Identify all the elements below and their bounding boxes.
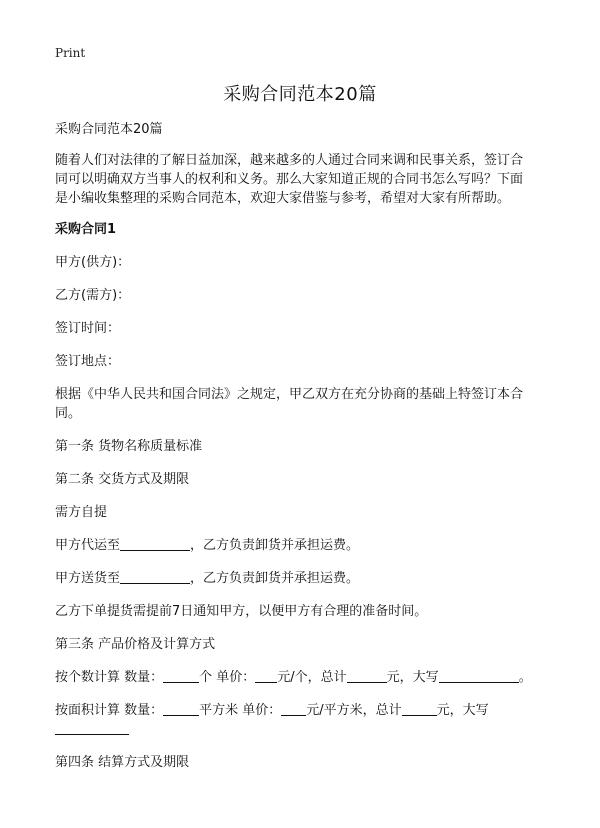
price-text: 元，大写 xyxy=(436,703,489,718)
basis-line: 根据《中华人民共和国合同法》之规定，甲乙双方在充分协商的基础上特签订本合 xyxy=(55,387,524,402)
blank-field xyxy=(281,701,306,716)
delivery-b-suffix: ，乙方负责卸货并承担运费。 xyxy=(190,571,360,586)
delivery-option-b xyxy=(55,569,555,588)
intro-line: 随着人们对法律的了解日益加深，越来越多的人通过合同来调和民事关系，签订合 xyxy=(55,153,524,168)
sign-place-field: 签订地点： xyxy=(55,354,121,369)
party-b-field: 乙方(需方)： xyxy=(55,288,131,303)
order-notice: 乙方下单提货需提前7日通知甲方，以便甲方有合理的准备时间。 xyxy=(55,604,428,619)
section-heading: 采购合同1 xyxy=(55,222,117,237)
document-body xyxy=(55,120,555,772)
price-text: 元，大写 xyxy=(386,670,439,685)
price-text: 个 单价： xyxy=(199,670,256,685)
price-by-area xyxy=(55,701,555,739)
delivery-option-a xyxy=(55,536,555,555)
delivery-b-prefix: 甲方送货至 xyxy=(55,571,121,586)
article-1-heading: 第一条 货物名称质量标准 xyxy=(55,439,203,454)
intro-paragraph xyxy=(55,151,555,208)
basis-line: 同。 xyxy=(55,406,82,421)
basis-paragraph xyxy=(55,385,555,423)
intro-line: 是小编收集整理的采购合同范本，欢迎大家借鉴与参考，希望对大家有所帮助。 xyxy=(55,191,511,206)
article-4-heading: 第四条 结算方式及期限 xyxy=(55,755,190,770)
delivery-a-suffix: ，乙方负责卸货并承担运费。 xyxy=(190,538,360,553)
print-label[interactable]: Print xyxy=(55,46,86,60)
price-by-count xyxy=(55,668,555,687)
delivery-a-prefix: 甲方代运至 xyxy=(55,538,121,553)
article-3-heading: 第三条 产品价格及计算方式 xyxy=(55,637,216,652)
blank-field xyxy=(163,701,199,716)
article-2-heading: 第二条 交货方式及期限 xyxy=(55,472,190,487)
blank-field xyxy=(163,668,199,683)
document-title: 采购合同范本20篇 xyxy=(223,84,377,105)
blank-field xyxy=(439,668,519,683)
price-text: 按个数计算 数量： xyxy=(55,670,164,685)
blank-field xyxy=(347,668,387,683)
price-text: 元/平方米，总计 xyxy=(306,703,402,718)
intro-line: 同可以明确双方当事人的权利和义务。那么大家知道正规的合同书怎么写吗？下面 xyxy=(55,172,524,187)
sign-time-field: 签订时间： xyxy=(55,321,121,336)
price-text: 平方米 单价： xyxy=(199,703,282,718)
price-text: 元/个，总计 xyxy=(277,670,347,685)
blank-field xyxy=(120,536,190,551)
blank-field xyxy=(255,668,277,683)
party-a-field: 甲方(供方)： xyxy=(55,255,131,270)
blank-field xyxy=(402,701,437,716)
self-pickup-option: 需方自提 xyxy=(55,505,108,520)
price-text: 。 xyxy=(518,670,532,685)
price-text: 按面积计算 数量： xyxy=(55,703,164,718)
blank-field xyxy=(55,720,129,735)
blank-field xyxy=(120,569,190,584)
document-subtitle: 采购合同范本20篇 xyxy=(55,122,163,137)
